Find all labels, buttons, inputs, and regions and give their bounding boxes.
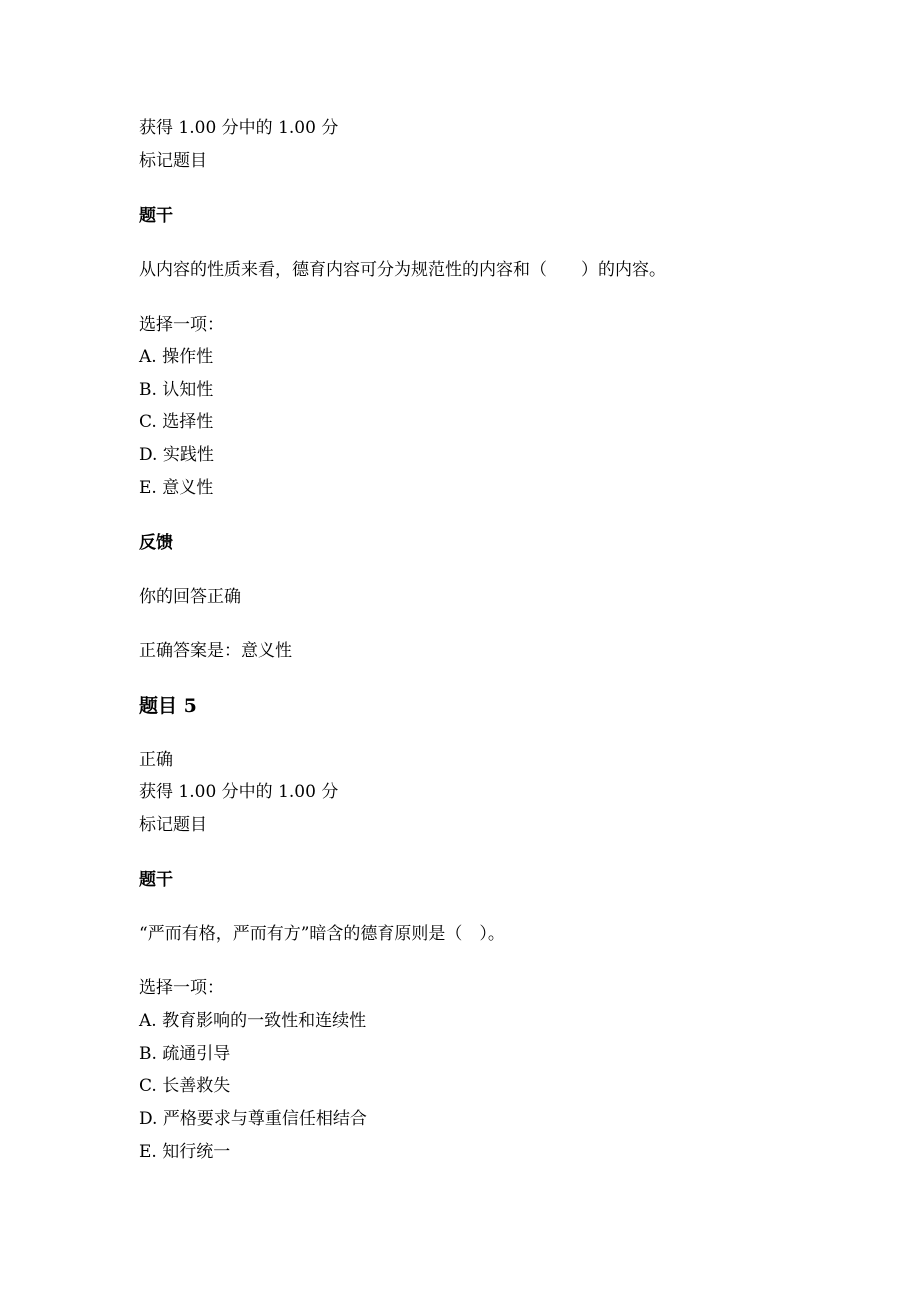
option-b[interactable]: B. 认知性 bbox=[139, 380, 214, 400]
option-d[interactable]: D. 严格要求与尊重信任相结合 bbox=[139, 1109, 367, 1129]
option-d[interactable]: D. 实践性 bbox=[139, 445, 214, 465]
stem-heading: 题干 bbox=[139, 870, 173, 890]
option-c[interactable]: C. 长善救失 bbox=[139, 1076, 231, 1096]
question-title: 题目 5 bbox=[139, 695, 197, 717]
feedback-heading: 反馈 bbox=[139, 533, 173, 553]
option-e[interactable]: E. 知行统一 bbox=[139, 1142, 231, 1162]
choice-prompt: 选择一项： bbox=[139, 978, 224, 998]
status-text: 正确 bbox=[139, 750, 173, 770]
feedback-text: 你的回答正确 bbox=[139, 587, 241, 607]
question-text: 从内容的性质来看，德育内容可分为规范性的内容和（ ）的内容。 bbox=[139, 260, 666, 280]
flag-question-link[interactable]: 标记题目 bbox=[139, 151, 207, 171]
option-e[interactable]: E. 意义性 bbox=[139, 478, 214, 498]
flag-question-link[interactable]: 标记题目 bbox=[139, 815, 207, 835]
score-text: 获得 1.00 分中的 1.00 分 bbox=[139, 782, 339, 802]
option-c[interactable]: C. 选择性 bbox=[139, 412, 214, 432]
correct-answer-text: 正确答案是：意义性 bbox=[139, 641, 292, 661]
option-a[interactable]: A. 操作性 bbox=[139, 347, 214, 367]
score-text: 获得 1.00 分中的 1.00 分 bbox=[139, 118, 339, 138]
option-a[interactable]: A. 教育影响的一致性和连续性 bbox=[139, 1011, 367, 1031]
stem-heading: 题干 bbox=[139, 206, 173, 226]
choice-prompt: 选择一项： bbox=[139, 315, 224, 335]
question-text: “严而有格，严而有方”暗含的德育原则是（ ）。 bbox=[139, 924, 505, 944]
option-b[interactable]: B. 疏通引导 bbox=[139, 1044, 231, 1064]
